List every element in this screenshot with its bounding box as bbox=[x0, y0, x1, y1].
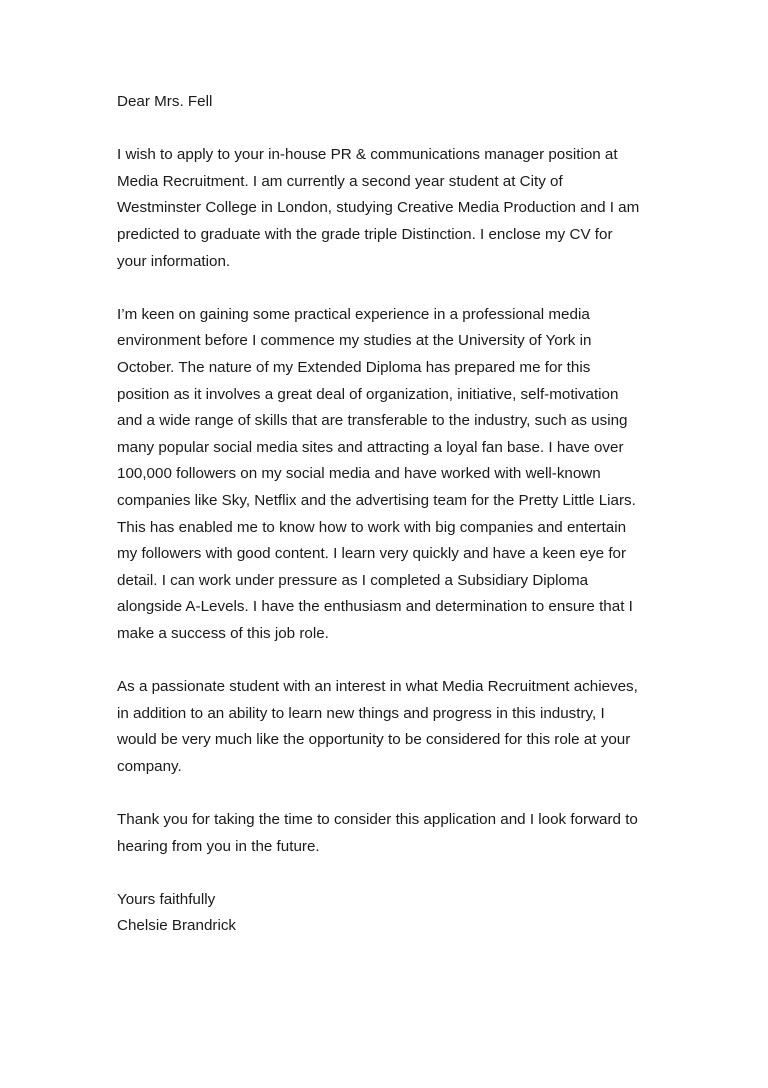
text-line: and a wide range of skills that are transferable to the industry, such as using bbox=[117, 412, 628, 430]
text-line: As a passionate student with an interest in what Media Recruitment achieves, bbox=[117, 678, 638, 696]
text-line: companies like Sky, Netflix and the advertising team for the Pretty Little Liars. bbox=[117, 491, 636, 509]
signoff-line: Yours faithfully bbox=[117, 890, 216, 908]
text-line: company. bbox=[117, 757, 182, 775]
text-line: environment before I commence my studies at the University of York in bbox=[117, 332, 592, 350]
text-line: my followers with good content. I learn very quickly and have a keen eye for bbox=[117, 545, 627, 563]
text-line: your information. bbox=[117, 252, 231, 270]
text-line: I wish to apply to your in-house PR & communications manager position at bbox=[117, 146, 618, 164]
text-line: alongside A-Levels. I have the enthusiasm and determination to ensure that I bbox=[117, 598, 633, 616]
letter-closing bbox=[117, 887, 657, 940]
text-line: Media Recruitment. I am currently a second year student at City of bbox=[117, 172, 563, 190]
text-line: I’m keen on gaining some practical experience in a professional media bbox=[117, 305, 590, 323]
text-line: detail. I can work under pressure as I completed a Subsidiary Diploma bbox=[117, 571, 589, 589]
text-line: Thank you for taking the time to consider this application and I look forward to bbox=[117, 811, 638, 829]
paragraph-experience bbox=[117, 302, 657, 648]
text-line: in addition to an ability to learn new things and progress in this industry, I bbox=[117, 704, 605, 722]
text-line: Westminster College in London, studying Creative Media Production and I am bbox=[117, 199, 640, 217]
text-line: position as it involves a great deal of organization, initiative, self-motivation bbox=[117, 385, 619, 403]
text-line: predicted to graduate with the grade triple Distinction. I enclose my CV for bbox=[117, 225, 613, 243]
paragraph-thanks bbox=[117, 807, 657, 860]
paragraph-interest bbox=[117, 674, 657, 780]
letter-greeting bbox=[117, 89, 657, 116]
text-line: This has enabled me to know how to work with big companies and entertain bbox=[117, 518, 627, 536]
text-line: make a success of this job role. bbox=[117, 624, 329, 642]
signature-name: Chelsie Brandrick bbox=[117, 917, 237, 935]
text-line: October. The nature of my Extended Diploma has prepared me for this bbox=[117, 358, 591, 376]
text-line: many popular social media sites and attracting a loyal fan base. I have over bbox=[117, 438, 624, 456]
cover-letter bbox=[117, 89, 657, 940]
text-line: would be very much like the opportunity to be considered for this role at your bbox=[117, 731, 631, 749]
greeting-line: Dear Mrs. Fell bbox=[117, 93, 213, 110]
text-line: 100,000 followers on my social media and have worked with well-known bbox=[117, 465, 601, 483]
text-line: hearing from you in the future. bbox=[117, 837, 320, 855]
paragraph-application bbox=[117, 142, 657, 275]
